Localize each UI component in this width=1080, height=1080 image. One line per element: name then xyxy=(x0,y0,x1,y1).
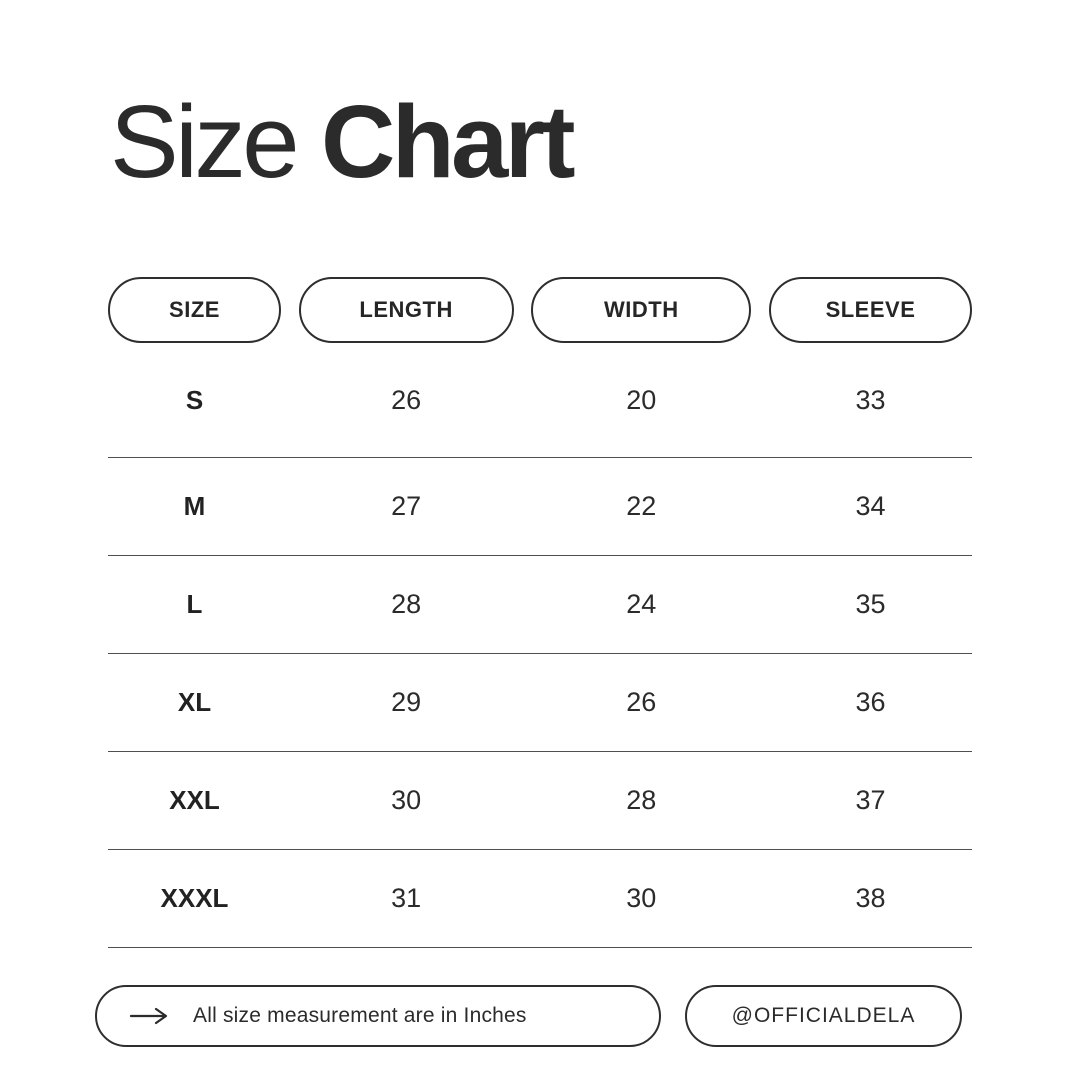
column-header-width-label: WIDTH xyxy=(604,297,679,322)
column-header-size xyxy=(108,277,281,343)
sleeve-value-cell: 33 xyxy=(855,384,886,415)
table-body xyxy=(108,343,972,948)
length-value-cell: 30 xyxy=(391,785,422,815)
table-row-l xyxy=(108,556,972,654)
width-value-cell: 30 xyxy=(626,883,657,913)
length-value-cell: 27 xyxy=(391,491,422,521)
table-row-s xyxy=(108,343,972,458)
width-value-cell: 28 xyxy=(626,785,657,815)
brand-handle-pill xyxy=(685,985,962,1047)
measurement-note-text: All size measurement are in Inches xyxy=(193,1004,527,1027)
right-arrow-icon xyxy=(129,1006,169,1026)
table-header-row xyxy=(108,277,972,343)
size-label-cell: L xyxy=(186,589,203,619)
column-header-length xyxy=(299,277,514,343)
column-header-sleeve-label: SLEEVE xyxy=(825,297,916,322)
width-value-cell: 20 xyxy=(626,384,657,415)
sleeve-value-cell: 38 xyxy=(855,883,886,913)
column-header-length-label: LENGTH xyxy=(359,297,453,322)
table-row-xxl xyxy=(108,752,972,850)
width-value-cell: 24 xyxy=(626,589,657,619)
size-table xyxy=(108,277,972,948)
length-value-cell: 28 xyxy=(391,589,422,619)
page-title-bold: Chart xyxy=(320,84,572,199)
length-value-cell: 26 xyxy=(391,384,422,415)
size-label-cell: S xyxy=(185,384,204,415)
sleeve-value-cell: 37 xyxy=(855,785,886,815)
page-title-light: Size xyxy=(110,84,296,199)
sleeve-value-cell: 36 xyxy=(855,687,886,717)
size-label-cell: M xyxy=(183,491,206,521)
brand-handle-text: @OFFICIALDELA xyxy=(731,1004,916,1027)
table-row-xxxl xyxy=(108,850,972,948)
length-value-cell: 29 xyxy=(391,687,422,717)
column-header-size-label: SIZE xyxy=(169,297,220,322)
size-label-cell: XXXL xyxy=(160,883,229,913)
size-label-cell: XL xyxy=(177,687,212,717)
table-row-xl xyxy=(108,654,972,752)
size-label-cell: XXL xyxy=(169,785,220,815)
width-value-cell: 26 xyxy=(626,687,657,717)
sleeve-value-cell: 35 xyxy=(855,589,886,619)
column-header-width xyxy=(531,277,751,343)
table-row-m xyxy=(108,458,972,556)
column-header-sleeve xyxy=(769,277,972,343)
page-title xyxy=(110,84,572,199)
measurement-note-pill xyxy=(95,985,661,1047)
width-value-cell: 22 xyxy=(626,491,657,521)
sleeve-value-cell: 34 xyxy=(855,491,886,521)
length-value-cell: 31 xyxy=(391,883,422,913)
